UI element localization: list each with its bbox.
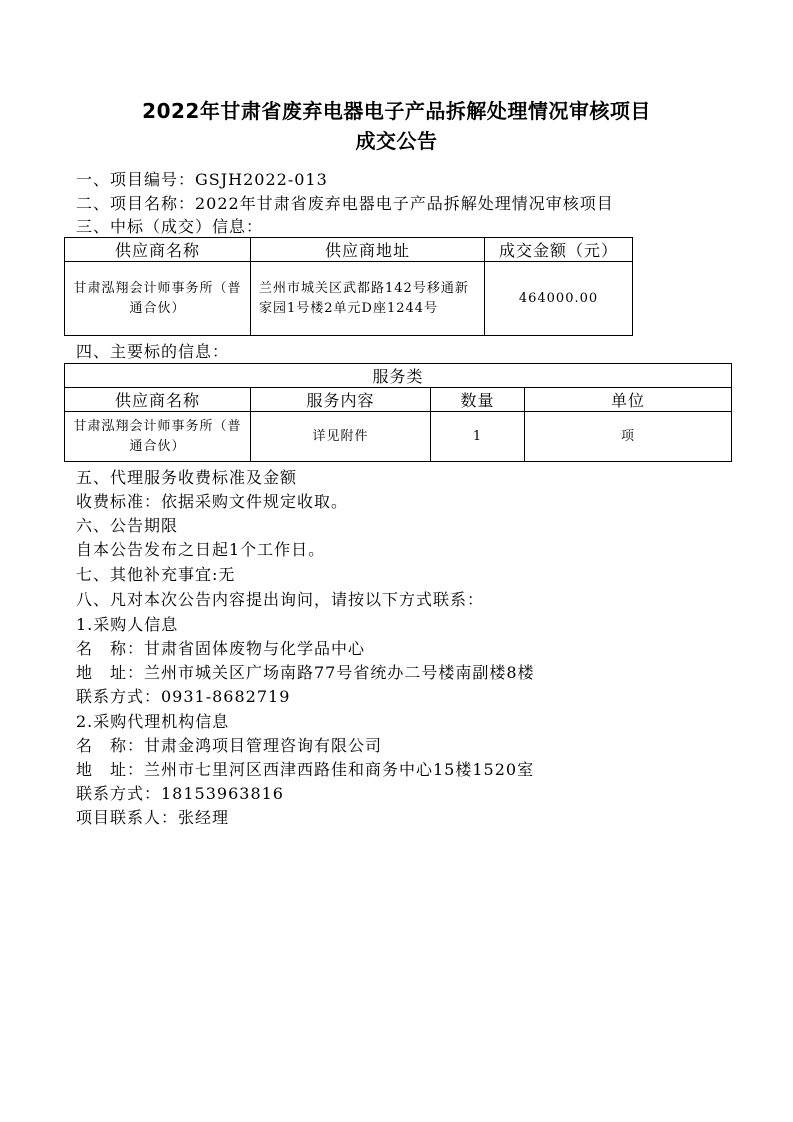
award-table-header bbox=[65, 238, 633, 262]
document-title: 2022年甘肃省废弃电器电子产品拆解处理情况审核项目 bbox=[142, 99, 651, 123]
agency-project-contact: 项目联系人：张经理 bbox=[76, 808, 230, 827]
service-content: 详见附件 bbox=[251, 412, 431, 462]
service-supplier-name: 甘肃泓翔会计师事务所（普通合伙） bbox=[65, 412, 251, 462]
header-supplier-name: 供应商名称 bbox=[65, 388, 251, 412]
service-quantity: 1 bbox=[431, 412, 525, 462]
header-service-content: 服务内容 bbox=[251, 388, 431, 412]
other-matters: 七、其他补充事宜:无 bbox=[76, 565, 236, 584]
header-award-amount: 成交金额（元） bbox=[485, 238, 633, 262]
notice-period: 自本公告发布之日起1个工作日。 bbox=[76, 540, 326, 559]
service-category: 服务类 bbox=[65, 364, 732, 388]
award-supplier-address: 兰州市城关区武都路142号移通新家园1号楼2单元D座1244号 bbox=[251, 262, 485, 336]
header-quantity: 数量 bbox=[431, 388, 525, 412]
award-info-heading: 三、中标（成交）信息： bbox=[76, 217, 264, 236]
purchaser-name: 名 称：甘肃省固体废物与化学品中心 bbox=[76, 639, 366, 658]
purchaser-contact: 联系方式：0931-8682719 bbox=[76, 687, 291, 706]
purchaser-heading: 1.采购人信息 bbox=[76, 615, 179, 634]
service-unit: 项 bbox=[525, 412, 732, 462]
award-supplier-name: 甘肃泓翔会计师事务所（普通合伙） bbox=[65, 262, 251, 336]
purchaser-address: 地 址：兰州市城关区广场南路77号省统办二号楼南副楼8楼 bbox=[76, 663, 535, 682]
inquiry-heading: 八、凡对本次公告内容提出询问，请按以下方式联系： bbox=[76, 590, 485, 609]
award-table bbox=[64, 237, 633, 336]
agency-name: 名 称：甘肃金鸿项目管理咨询有限公司 bbox=[76, 736, 383, 755]
agency-address: 地 址：兰州市七里河区西津西路佳和商务中心15楼1520室 bbox=[76, 760, 535, 779]
main-items-heading: 四、主要标的信息： bbox=[76, 342, 230, 361]
fee-standard: 收费标准：依据采购文件规定收取。 bbox=[76, 492, 349, 511]
document-subtitle: 成交公告 bbox=[355, 129, 438, 153]
notice-period-heading: 六、公告期限 bbox=[76, 516, 179, 535]
award-amount: 464000.00 bbox=[485, 262, 633, 336]
project-number: 一、项目编号：GSJH2022-013 bbox=[76, 170, 328, 189]
award-table-row bbox=[65, 262, 633, 336]
agency-heading: 2.采购代理机构信息 bbox=[76, 712, 230, 731]
agency-contact: 联系方式：18153963816 bbox=[76, 784, 284, 803]
header-unit: 单位 bbox=[525, 388, 732, 412]
fee-heading: 五、代理服务收费标准及金额 bbox=[76, 468, 298, 487]
service-category-row bbox=[65, 364, 732, 388]
header-supplier-address: 供应商地址 bbox=[251, 238, 485, 262]
service-table-row bbox=[65, 412, 732, 462]
service-table bbox=[64, 363, 732, 462]
project-name: 二、项目名称：2022年甘肃省废弃电器电子产品拆解处理情况审核项目 bbox=[76, 194, 614, 213]
service-table-header bbox=[65, 388, 732, 412]
header-supplier-name: 供应商名称 bbox=[65, 238, 251, 262]
